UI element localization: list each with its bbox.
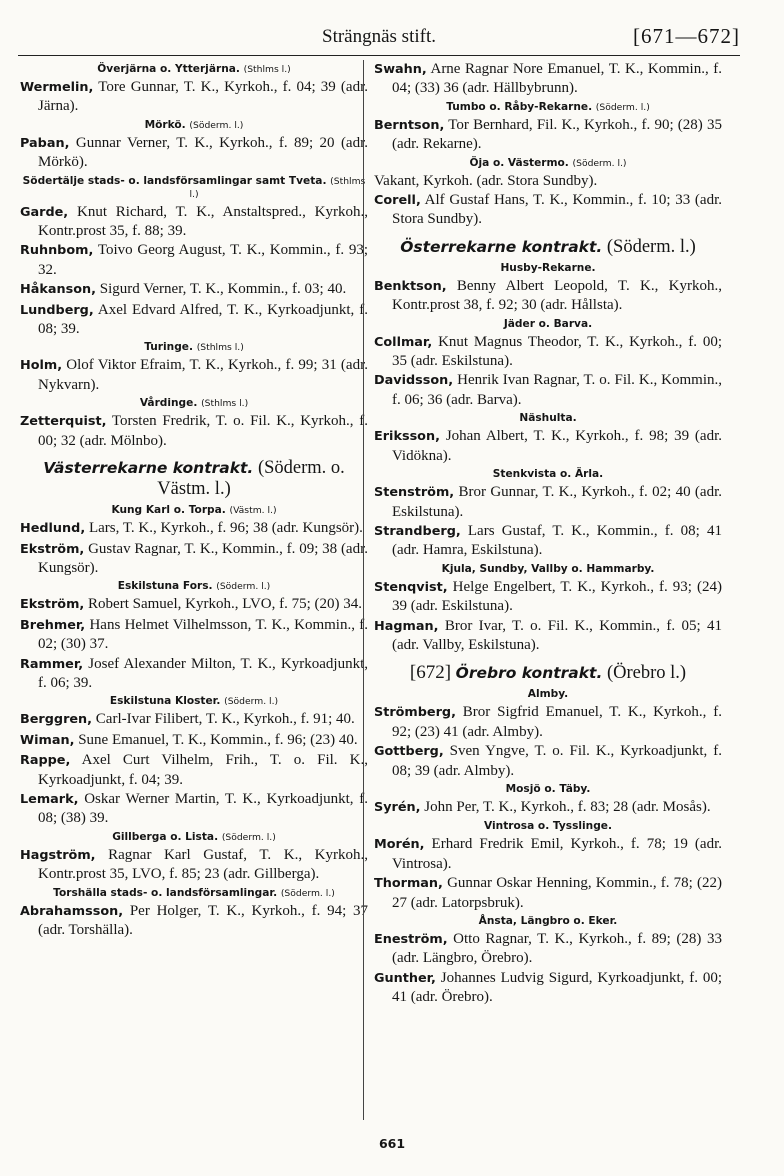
- clergy-entry: [20, 595, 368, 614]
- parish-heading: [374, 468, 722, 481]
- clergy-entry: [374, 835, 722, 873]
- parish-region: (Söderm. l.): [216, 581, 271, 593]
- parish-heading: [20, 887, 368, 900]
- page-title: Strängnäs stift.: [322, 26, 436, 47]
- surname: Eriksson,: [374, 429, 440, 445]
- contract-region: (Söderm. o. Västm. l.): [157, 458, 345, 500]
- surname: Stenqvist,: [374, 579, 448, 595]
- surname: Abrahamsson,: [20, 903, 124, 919]
- entry-details: Axel Edvard Alfred, T. K., Kyrkoadjunkt, f. 08; 39.: [38, 301, 368, 338]
- parish-name: Mosjö o. Täby.: [505, 782, 591, 795]
- surname: Lemark,: [20, 791, 79, 807]
- entry-details: Helge Engelbert, T. K., Kyrkoh., f. 93; (24) 39 (adr. Eskilstuna).: [392, 578, 722, 615]
- surname: Wermelin,: [20, 80, 94, 95]
- entry-details: Olof Viktor Efraim, T. K., Kyrkoh., f. 99; 31 (adr. Nykvarn).: [38, 357, 368, 393]
- surname: Garde,: [20, 204, 69, 220]
- entry-details: Carl-Ivar Filibert, T. K., Kyrkoh., f. 91; 40.: [95, 711, 355, 728]
- parish-region: (Söderm. l.): [224, 696, 279, 708]
- surname: Hagström,: [20, 847, 96, 863]
- surname: Davidsson,: [374, 373, 454, 389]
- page-header: [18, 10, 740, 50]
- entry-details: Knut Richard, T. K., Anstaltspred., Kyrkoh., Kontr.prost 35, f. 88; 39.: [38, 203, 368, 240]
- entry-details: Henrik Ivan Ragnar, T. o. Fil. K., Kommin., f. 06; 36 (adr. Barva).: [392, 372, 722, 408]
- entry-details: Bror Ivar, T. o. Fil. K., Kommin., f. 05; 41 (adr. Vallby, Eskilstuna).: [392, 617, 722, 653]
- left-column: [20, 60, 368, 1140]
- surname: Morén,: [374, 837, 425, 853]
- contract-name: Örebro kontrakt.: [455, 664, 603, 683]
- clergy-entry: [374, 483, 722, 521]
- parish-name: Mörkö.: [144, 118, 186, 131]
- surname: Berggren,: [20, 712, 93, 728]
- surname: Brehmer,: [20, 617, 86, 633]
- contract-name: Västerrekarne kontrakt.: [43, 459, 254, 478]
- parish-name: Torshälla stads- o. landsförsamlingar.: [53, 886, 278, 899]
- surname: Zetterquist,: [20, 414, 107, 430]
- entry-details: Axel Curt Vilhelm, Frih., T. o. Fil. K., Kyrkoadjunkt, f. 04; 39.: [38, 752, 368, 788]
- parish-region: (Sthlms l.): [196, 342, 244, 354]
- clergy-entry: [20, 616, 368, 654]
- clergy-entry: [20, 78, 368, 116]
- parish-heading: [374, 563, 722, 576]
- parish-heading: [374, 915, 722, 928]
- surname: Holm,: [20, 358, 63, 374]
- contract-name: Österrekarne kontrakt.: [400, 237, 603, 256]
- clergy-entry: [20, 751, 368, 789]
- entry-details: Sune Emanuel, T. K., Kommin., f. 96; (23) 40.: [78, 731, 358, 748]
- surname: Syrén,: [374, 799, 421, 815]
- parish-name: Stenkvista o. Ärla.: [492, 468, 604, 481]
- column-divider: [363, 60, 364, 1120]
- entry-details: Johannes Ludvig Sigurd, Kyrkoadjunkt, f. 00; 41 (adr. Örebro).: [392, 969, 722, 1006]
- clergy-entry: [374, 742, 722, 780]
- clergy-entry: [20, 519, 368, 538]
- parish-region: (Söderm. l.): [189, 119, 244, 131]
- clergy-entry: [374, 60, 722, 98]
- clergy-entry: [374, 191, 722, 229]
- parish-name: Jäder o. Barva.: [503, 317, 593, 330]
- surname: Hedlund,: [20, 521, 86, 537]
- surname: Håkanson,: [20, 282, 96, 298]
- contract-heading: [374, 237, 722, 258]
- parish-region: (Sthlms l.): [201, 398, 249, 410]
- parish-heading: [20, 63, 368, 76]
- parish-name: Turinge.: [144, 341, 193, 354]
- right-column: [374, 60, 722, 1140]
- entry-details: Knut Magnus Theodor, T. K., Kyrkoh., f. 00; 35 (adr. Eskilstuna).: [392, 333, 722, 370]
- surname: Collmar,: [374, 334, 433, 350]
- parish-heading: [20, 341, 368, 354]
- entry-details: Vakant, Kyrkoh. (adr. Stora Sundby).: [374, 172, 598, 189]
- surname: Berntson,: [374, 117, 445, 133]
- entry-details: Josef Alexander Milton, T. K., Kyrkoadjunkt, f. 06; 39.: [38, 655, 368, 691]
- parish-name: Husby-Rekarne.: [500, 261, 596, 274]
- parish-region: (Söderm. l.): [572, 157, 627, 169]
- clergy-entry: [20, 540, 368, 578]
- entry-details: Sigurd Verner, T. K., Kommin., f. 03; 40.: [99, 281, 347, 298]
- clergy-entry: [374, 617, 722, 655]
- entry-details: Alf Gustaf Hans, T. K., Kommin., f. 10; 33 (adr. Stora Sundby).: [392, 192, 722, 228]
- clergy-entry: [374, 333, 722, 371]
- header-rule: [18, 55, 740, 56]
- entry-details: Erhard Fredrik Emil, Kyrkoh., f. 78; 19 (adr. Vintrosa).: [392, 836, 722, 872]
- parish-heading: [374, 157, 722, 170]
- clergy-entry: [20, 790, 368, 828]
- parish-heading: [374, 783, 722, 796]
- entry-details: Tore Gunnar, T. K., Kyrkoh., f. 04; 39 (adr. Järna).: [38, 79, 368, 115]
- parish-name: Vintrosa o. Tysslinge.: [484, 820, 612, 833]
- entry-details: Otto Ragnar, T. K., Kyrkoh., f. 89; (28) 33 (adr. Längbro, Örebro).: [392, 931, 722, 967]
- clergy-entry: [374, 969, 722, 1007]
- parish-name: Ånsta, Längbro o. Eker.: [478, 915, 618, 927]
- entry-details: Arne Ragnar Nore Emanuel, T. K., Kommin., f. 04; (33) 36 (adr. Hällbybrunn).: [392, 61, 722, 97]
- entry-details: Johan Albert, T. K., Kyrkoh., f. 98; 39 (adr. Vidökna).: [392, 428, 722, 464]
- surname: Strömberg,: [374, 705, 456, 721]
- parish-region: (Söderm. l.): [595, 101, 650, 113]
- clergy-entry: [20, 710, 368, 729]
- clergy-entry: [374, 172, 722, 190]
- parish-name: Kung Karl o. Torpa.: [111, 504, 226, 517]
- clergy-entry: [374, 427, 722, 465]
- surname: Thorman,: [374, 876, 443, 892]
- parish-name: Tumbo o. Råby-Rekarne.: [446, 100, 593, 113]
- entry-details: Robert Samuel, Kyrkoh., LVO, f. 75; (20) 34.: [88, 596, 363, 613]
- parish-heading: [374, 101, 722, 114]
- entry-details: Tor Bernhard, Fil. K., Kyrkoh., f. 90; (28) 35 (adr. Rekarne).: [392, 116, 722, 153]
- parish-name: Gillberga o. Lista.: [112, 830, 219, 843]
- parish-name: Almby.: [527, 688, 569, 701]
- clergy-entry: [20, 134, 368, 172]
- entry-details: Lars, T. K., Kyrkoh., f. 96; 38 (adr. Kungsör).: [88, 520, 363, 537]
- surname: Benktson,: [374, 278, 447, 294]
- clergy-entry: [374, 798, 722, 817]
- surname: Gottberg,: [374, 744, 444, 760]
- surname: Paban,: [20, 135, 70, 151]
- clergy-entry: [374, 874, 722, 912]
- entry-details: Benny Albert Leopold, T. K., Kyrkoh., Kontr.prost 38, f. 92; 30 (adr. Hållsta).: [392, 277, 722, 314]
- clergy-entry: [374, 522, 722, 560]
- clergy-entry: [20, 356, 368, 394]
- surname: Ekström,: [20, 541, 85, 557]
- parish-heading: [20, 695, 368, 708]
- entry-details: Lars Gustaf, T. K., Kommin., f. 08; 41 (adr. Hamra, Eskilstuna).: [392, 522, 722, 559]
- entry-details: Gunnar Oskar Henning, Kommin., f. 78; (22) 27 (adr. Latorpsbruk).: [392, 875, 722, 911]
- surname: Rappe,: [20, 753, 71, 769]
- parish-name: Eskilstuna Fors.: [117, 580, 213, 593]
- entry-details: Ragnar Karl Gustaf, T. K., Kyrkoh., Kontr.prost 35, LVO, f. 85; 23 (adr. Gillberga).: [38, 846, 368, 883]
- parish-name: Öja o. Västermo.: [469, 156, 569, 169]
- parish-name: Kjula, Sundby, Vallby o. Hammarby.: [441, 562, 655, 575]
- clergy-entry: [20, 731, 368, 750]
- parish-region: (Västm. l.): [229, 505, 277, 517]
- parish-name: Näshulta.: [519, 412, 577, 425]
- parish-region: (Sthlms l.): [189, 175, 366, 200]
- surname: Lundberg,: [20, 302, 94, 318]
- entry-details: Bror Sigfrid Emanuel, T. K., Kyrkoh., f. 92; (23) 41 (adr. Almby).: [392, 704, 722, 740]
- clergy-entry: [374, 578, 722, 616]
- parish-heading: [374, 688, 722, 701]
- clergy-entry: [20, 280, 368, 299]
- parish-heading: [20, 504, 368, 517]
- parish-region: (Söderm. l.): [280, 887, 335, 899]
- parish-name: Eskilstuna Kloster.: [109, 695, 221, 708]
- contract-region: (Söderm. l.): [606, 236, 696, 257]
- clergy-entry: [374, 703, 722, 741]
- clergy-entry: [20, 203, 368, 241]
- surname: Strandberg,: [374, 523, 461, 539]
- page-number: 661: [378, 1136, 406, 1151]
- clergy-entry: [374, 116, 722, 154]
- parish-heading: [20, 580, 368, 593]
- parish-name: Överjärna o. Ytterjärna.: [97, 63, 240, 75]
- entry-details: Torsten Fredrik, T. o. Fil. K., Kyrkoh., f. 00; 32 (adr. Mölnbo).: [38, 413, 368, 449]
- parish-region: (Söderm. l.): [221, 831, 276, 843]
- contract-heading: [374, 662, 722, 684]
- clergy-entry: [20, 412, 368, 450]
- clergy-entry: [374, 930, 722, 968]
- entry-details: Sven Yngve, T. o. Fil. K., Kyrkoadjunkt, f. 08; 39 (adr. Almby).: [392, 743, 722, 779]
- parish-heading: [374, 318, 722, 331]
- parish-heading: [20, 397, 368, 410]
- surname: Wiman,: [20, 732, 75, 748]
- contract-region: (Örebro l.): [606, 663, 687, 684]
- clergy-entry: [374, 371, 722, 409]
- parish-heading: [374, 412, 722, 425]
- parish-heading: [374, 820, 722, 833]
- entry-details: Oskar Werner Martin, T. K., Kyrkoadjunkt, f. 08; (38) 39.: [38, 790, 368, 827]
- page-range: [671—672]: [633, 24, 740, 48]
- entry-details: Gunnar Verner, T. K., Kyrkoh., f. 89; 20 (adr. Mörkö).: [38, 134, 368, 171]
- surname: Ekström,: [20, 597, 85, 613]
- page-marker: [672]: [409, 662, 452, 684]
- clergy-entry: [20, 241, 368, 279]
- parish-heading: [20, 175, 368, 201]
- clergy-entry: [20, 902, 368, 940]
- surname: Rammer,: [20, 656, 84, 672]
- surname: Gunther,: [374, 970, 436, 986]
- parish-name: Vårdinge.: [139, 397, 198, 410]
- entry-details: Hans Helmet Vilhelmsson, T. K., Kommin., f. 02; (30) 37.: [38, 616, 368, 653]
- clergy-entry: [20, 301, 368, 339]
- clergy-entry: [20, 846, 368, 884]
- entry-details: John Per, T. K., Kyrkoh., f. 83; 28 (adr. Mosås).: [424, 798, 711, 815]
- surname: Swahn,: [374, 62, 427, 77]
- parish-heading: [20, 119, 368, 132]
- parish-heading: [20, 831, 368, 844]
- surname: Hagman,: [374, 618, 439, 634]
- surname: Ruhnbom,: [20, 243, 94, 259]
- surname: Eneström,: [374, 932, 448, 947]
- surname: Corell,: [374, 193, 421, 209]
- clergy-entry: [374, 277, 722, 315]
- parish-region: (Sthlms l.): [243, 64, 291, 75]
- clergy-entry: [20, 655, 368, 693]
- surname: Stenström,: [374, 485, 455, 501]
- entry-details: Per Holger, T. K., Kyrkoh., f. 94; 37 (adr. Torshälla).: [38, 902, 368, 938]
- entry-details: Toivo Georg August, T. K., Kommin., f. 93; 32.: [38, 242, 368, 278]
- parish-heading: [374, 262, 722, 275]
- entry-details: Gustav Ragnar, T. K., Kommin., f. 09; 38 (adr. Kungsör).: [38, 540, 368, 576]
- contract-heading: [20, 458, 368, 500]
- entry-details: Bror Gunnar, T. K., Kyrkoh., f. 02; 40 (adr. Eskilstuna).: [392, 484, 722, 520]
- parish-name: Södertälje stads- o. landsförsamlingar samt Tveta.: [22, 174, 327, 187]
